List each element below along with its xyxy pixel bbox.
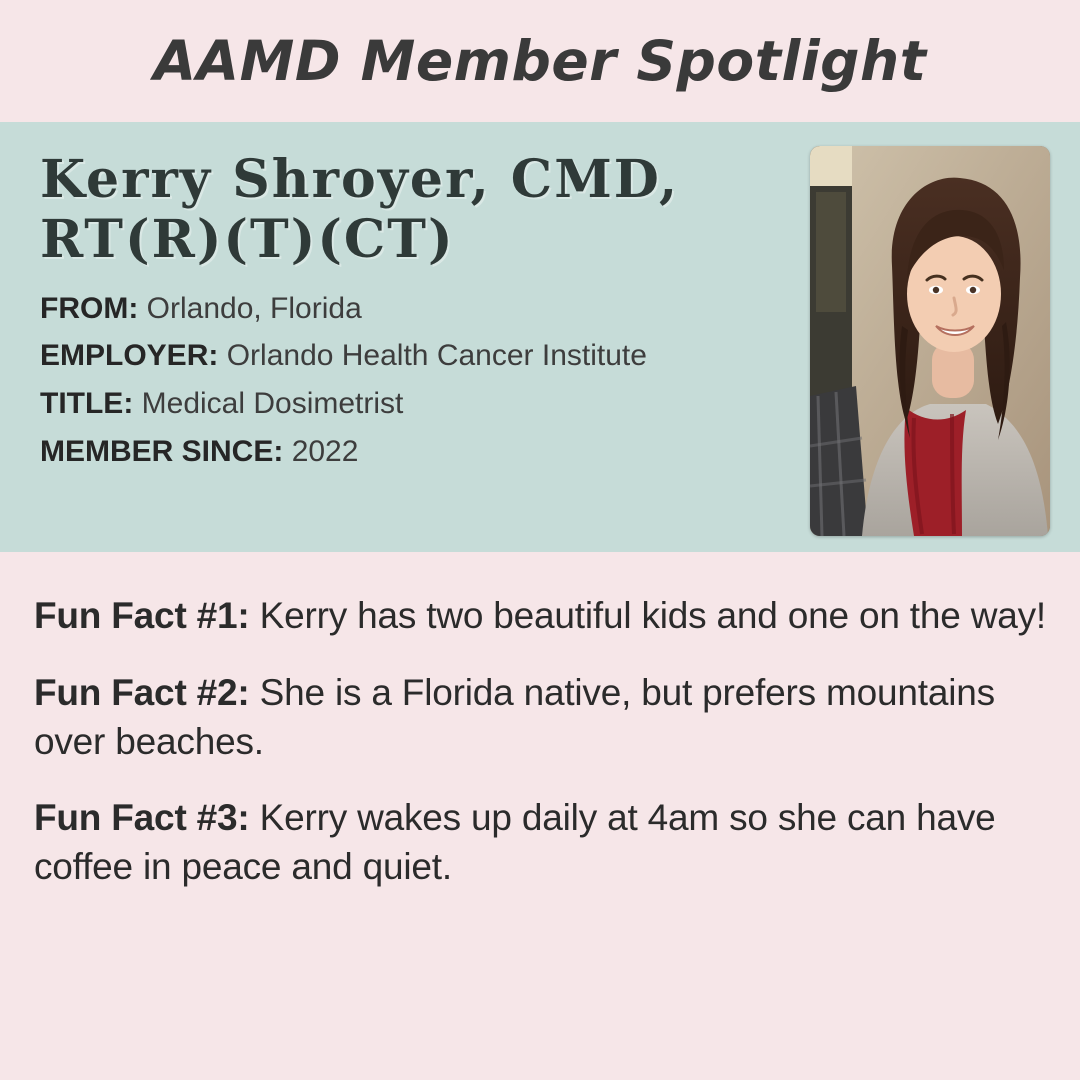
profile-details [0,122,760,474]
profile-field-title-value: Medical Dosimetrist [141,387,404,421]
profile-band [0,122,1080,552]
fun-facts-section [0,552,1080,1080]
fun-fact-3-label: Fun Fact #3: [34,797,250,839]
profile-field-employer-label: EMPLOYER: [40,339,219,373]
fun-fact-1 [34,592,1046,641]
fun-fact-1-label: Fun Fact #1: [34,595,250,636]
fun-fact-3-text: Kerry wakes up daily at 4am so she can have coffee in peace and quiet. [34,797,996,888]
profile-field-from-label: FROM: [40,291,139,325]
profile-field-title [40,382,760,426]
profile-field-from [40,287,760,331]
header [0,0,1080,122]
profile-field-member-since [40,430,760,474]
member-photo [810,146,1050,536]
member-photo-image [810,146,1050,536]
member-name: Kerry Shroyer, CMD, RT(R)(T)(CT) [40,149,680,271]
fun-fact-2-label: Fun Fact #2: [34,671,250,713]
fun-fact-2-text: She is a Florida native, but prefers mountains over beaches. [34,671,995,762]
page-title: AAMD Member Spotlight [153,28,927,93]
profile-field-from-value: Orlando, Florida [146,291,362,325]
fun-fact-2 [34,669,1046,767]
profile-field-employer [40,334,760,378]
profile-field-member-since-value: 2022 [291,435,359,469]
profile-field-employer-value: Orlando Health Cancer Institute [226,339,647,373]
fun-fact-1-text: Kerry has two beautiful kids and one on the way! [259,595,1046,636]
profile-field-member-since-label: MEMBER SINCE: [40,435,284,469]
fun-fact-3 [34,794,1046,892]
profile-field-title-label: TITLE: [40,387,134,421]
